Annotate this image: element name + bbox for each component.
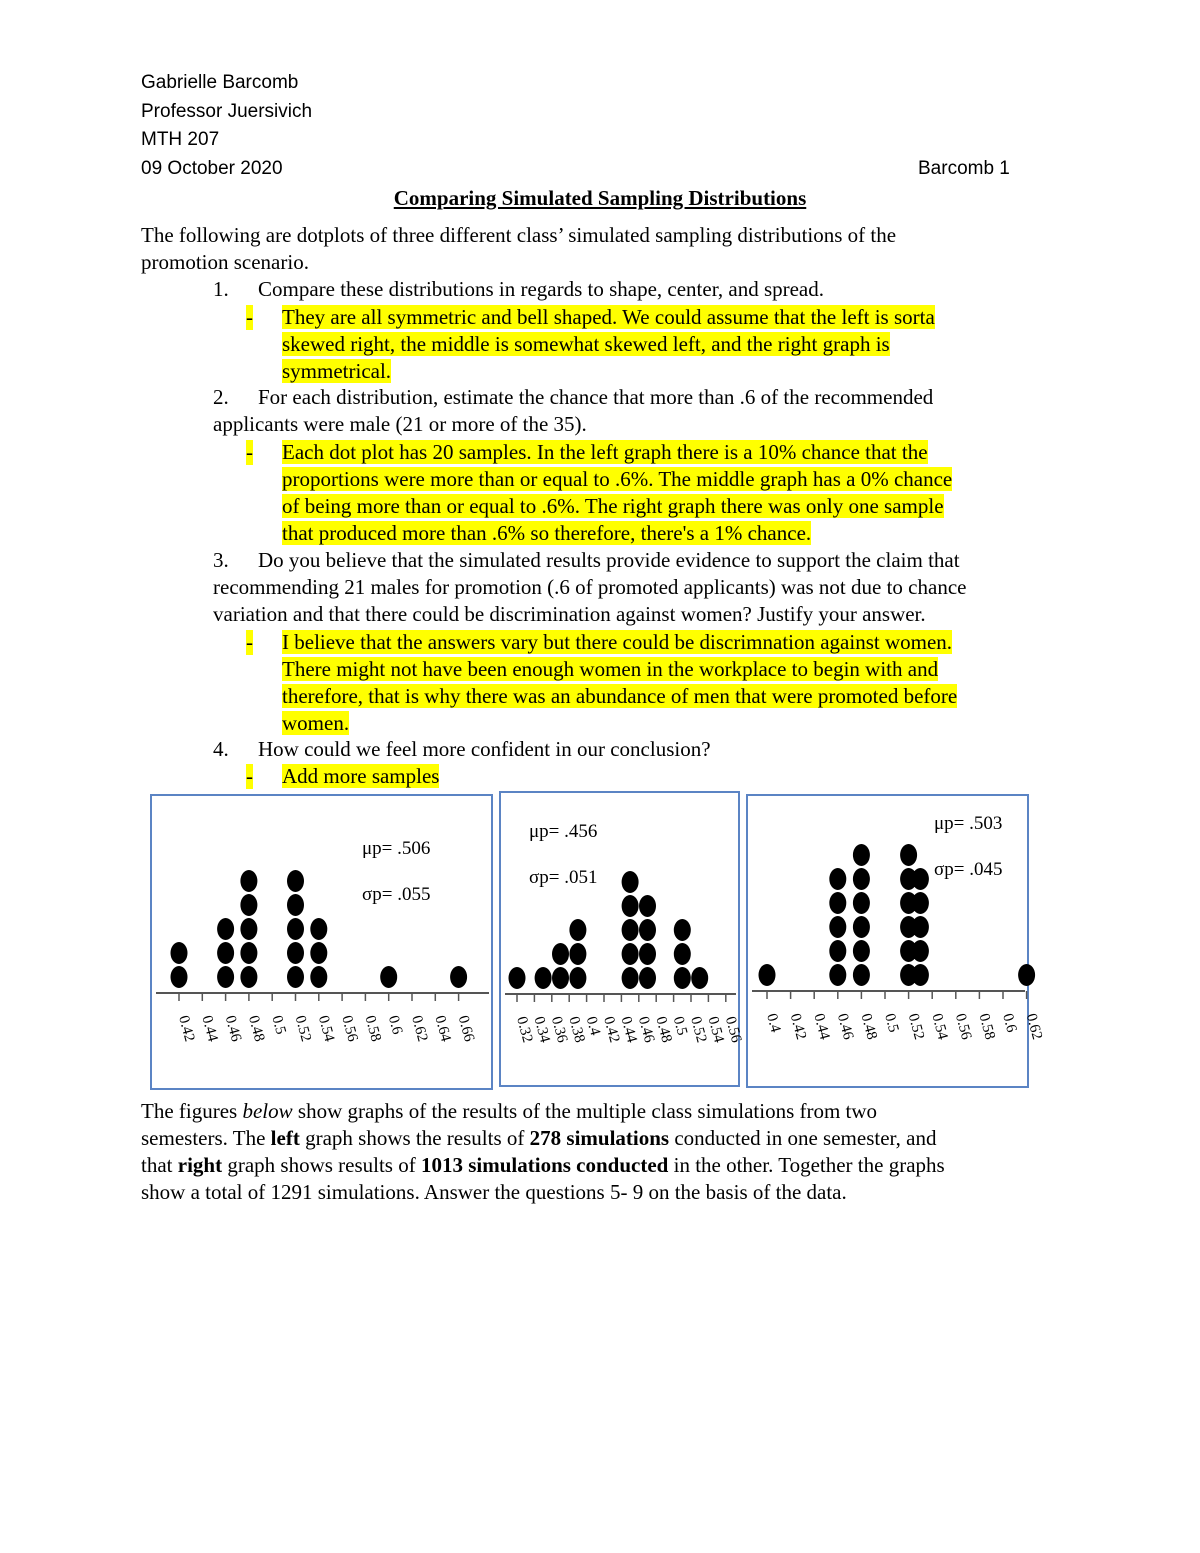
- answer-line: symmetrical.: [282, 359, 392, 383]
- data-point: [912, 940, 929, 962]
- answer-1: [282, 359, 391, 384]
- page-header-label: Barcomb 1: [918, 158, 1010, 179]
- answer-2: [282, 467, 952, 492]
- question-number: 1.: [213, 277, 229, 301]
- answer-2: [282, 440, 928, 465]
- x-tick-label: 0.38: [565, 1014, 588, 1045]
- question-3: variation and that there could be discrimination against women? Justify your answer.: [213, 602, 926, 626]
- data-point: [217, 942, 234, 964]
- x-tick-label: 0.62: [1022, 1011, 1045, 1042]
- x-tick-label: 0.52: [687, 1014, 710, 1045]
- data-point: [622, 871, 639, 893]
- data-point: [622, 967, 639, 989]
- data-point: [853, 964, 870, 986]
- data-point: [509, 967, 526, 989]
- question-2: applicants were male (21 or more of the 35).: [213, 412, 587, 436]
- answer-4: [282, 764, 439, 789]
- answer-1: [282, 305, 935, 330]
- data-point: [240, 942, 257, 964]
- x-tick-label: 0.48: [652, 1014, 675, 1045]
- student-name: Gabrielle Barcomb: [141, 72, 299, 93]
- data-point: [853, 940, 870, 962]
- data-point: [310, 966, 327, 988]
- x-tick-label: 0.56: [338, 1013, 361, 1044]
- data-point: [240, 918, 257, 940]
- data-point: [622, 895, 639, 917]
- data-point: [829, 940, 846, 962]
- data-point: [674, 967, 691, 989]
- dotplot-svg: [152, 796, 491, 1088]
- mean-label: μp= .506: [362, 838, 431, 859]
- answer-line: Add more samples: [282, 764, 440, 788]
- data-point: [569, 943, 586, 965]
- question-number: 3.: [213, 548, 229, 572]
- x-tick-label: 0.64: [431, 1013, 454, 1044]
- x-tick-label: 0.58: [361, 1013, 384, 1044]
- x-tick-label: 0.66: [454, 1013, 477, 1044]
- data-point: [287, 894, 304, 916]
- data-point: [829, 916, 846, 938]
- sd-label: σp= .055: [362, 884, 431, 905]
- x-tick-label: 0.44: [810, 1011, 833, 1042]
- data-point: [912, 892, 929, 914]
- dotplot-svg: [748, 796, 1045, 1086]
- data-point: [569, 967, 586, 989]
- data-point: [622, 943, 639, 965]
- data-point: [552, 967, 569, 989]
- x-tick-label: 0.42: [600, 1014, 623, 1045]
- answer-3: [282, 630, 952, 655]
- x-tick-label: 0.56: [721, 1014, 745, 1045]
- answer-line: that produced more than .6% so therefore, there's a 1% chance.: [282, 521, 812, 545]
- question-number: 4.: [213, 737, 229, 761]
- data-point: [552, 943, 569, 965]
- x-tick-label: 0.6: [384, 1013, 406, 1037]
- closing-line: show a total of 1291 simulations. Answer the questions 5- 9 on the basis of the data.: [141, 1180, 847, 1204]
- x-tick-label: 0.44: [198, 1013, 221, 1044]
- question-4: How could we feel more confident in our conclusion?: [258, 737, 711, 761]
- data-point: [829, 964, 846, 986]
- answer-line: therefore, that is why there was an abundance of men that were promoted before: [282, 684, 958, 708]
- answer-3: [282, 684, 957, 709]
- x-tick-label: 0.34: [530, 1014, 553, 1045]
- closing-line: that right graph shows results of 1013 simulations conducted in the other. Together the graphs: [141, 1153, 945, 1177]
- data-point: [217, 966, 234, 988]
- answer-2: [282, 494, 944, 519]
- data-point: [622, 919, 639, 941]
- answer-line: women.: [282, 711, 350, 735]
- data-point: [240, 966, 257, 988]
- answer-line: I believe that the answers vary but there could be discrimnation against women.: [282, 630, 953, 654]
- data-point: [639, 919, 656, 941]
- answer-1: [282, 332, 890, 357]
- x-tick-label: 0.42: [175, 1013, 198, 1044]
- data-point: [450, 966, 467, 988]
- x-tick-label: 0.54: [928, 1011, 951, 1042]
- answer-bullet: -: [246, 764, 253, 788]
- data-point: [287, 942, 304, 964]
- answer-bullet: -: [246, 305, 253, 329]
- dotplot-middle: [499, 791, 745, 1087]
- question-3: recommending 21 males for promotion (.6 of promoted applicants) was not due to chance: [213, 575, 967, 599]
- data-point: [639, 943, 656, 965]
- x-tick-label: 0.48: [857, 1011, 880, 1042]
- data-point: [639, 895, 656, 917]
- data-point: [287, 918, 304, 940]
- x-tick-label: 0.54: [704, 1014, 727, 1045]
- x-tick-label: 0.48: [245, 1013, 268, 1044]
- answer-3: [282, 657, 938, 682]
- data-point: [240, 894, 257, 916]
- data-point: [853, 844, 870, 866]
- data-point: [287, 870, 304, 892]
- dotplot-left: [150, 794, 493, 1090]
- sd-label: σp= .045: [934, 859, 1003, 880]
- document-title: Comparing Simulated Sampling Distributions: [393, 186, 807, 210]
- data-point: [912, 868, 929, 890]
- data-point: [240, 870, 257, 892]
- x-tick-label: 0.52: [291, 1013, 314, 1044]
- data-point: [691, 967, 708, 989]
- data-point: [759, 964, 776, 986]
- answer-line: Each dot plot has 20 samples. In the left graph there is a 10% chance that the: [282, 440, 928, 464]
- data-point: [829, 892, 846, 914]
- data-point: [829, 868, 846, 890]
- data-point: [853, 892, 870, 914]
- x-tick-label: 0.42: [786, 1011, 809, 1042]
- x-tick-label: 0.5: [268, 1013, 289, 1037]
- data-point: [853, 916, 870, 938]
- x-tick-label: 0.46: [634, 1014, 658, 1045]
- answer-bullet: -: [246, 630, 253, 654]
- closing-line: semesters. The left graph shows the results of 278 simulations conducted in one semester, and: [141, 1126, 937, 1150]
- answer-line: proportions were more than or equal to .6%. The middle graph has a 0% chance: [282, 467, 953, 491]
- dotplot-right: [746, 794, 1045, 1088]
- data-point: [171, 942, 188, 964]
- course-code: MTH 207: [141, 129, 220, 150]
- data-point: [639, 967, 656, 989]
- data-point: [900, 844, 917, 866]
- x-tick-label: 0.5: [881, 1011, 902, 1035]
- data-point: [310, 942, 327, 964]
- x-tick-label: 0.62: [408, 1013, 431, 1044]
- x-tick-label: 0.4: [582, 1014, 604, 1038]
- answer-line: There might not have been enough women in the workplace to begin with and: [282, 657, 939, 681]
- question-3: Do you believe that the simulated results provide evidence to support the claim that: [258, 548, 960, 572]
- data-point: [674, 943, 691, 965]
- question-number: 2.: [213, 385, 229, 409]
- professor-name: Professor Juersivich: [141, 101, 313, 122]
- x-tick-label: 0.54: [314, 1013, 338, 1044]
- data-point: [912, 964, 929, 986]
- answer-line: skewed right, the middle is somewhat skewed left, and the right graph is: [282, 332, 890, 356]
- data-point: [171, 966, 188, 988]
- question-2: For each distribution, estimate the chance that more than .6 of the recommended: [258, 385, 934, 409]
- data-point: [674, 919, 691, 941]
- x-tick-label: 0.36: [547, 1014, 571, 1045]
- data-point: [380, 966, 397, 988]
- sd-label: σp= .051: [529, 867, 598, 888]
- data-point: [310, 918, 327, 940]
- data-point: [912, 916, 929, 938]
- data-point: [217, 918, 234, 940]
- data-point: [287, 966, 304, 988]
- date: 09 October 2020: [141, 158, 283, 179]
- x-tick-label: 0.58: [975, 1011, 998, 1042]
- x-tick-label: 0.44: [617, 1014, 640, 1045]
- data-point: [569, 919, 586, 941]
- x-tick-label: 0.5: [669, 1014, 691, 1038]
- mean-label: μp= .456: [529, 821, 598, 842]
- x-tick-label: 0.46: [221, 1013, 244, 1044]
- answer-bullet: -: [246, 440, 253, 464]
- x-tick-label: 0.52: [904, 1011, 927, 1042]
- x-tick-label: 0.56: [951, 1011, 975, 1042]
- answer-line: They are all symmetric and bell shaped. We could assume that the left is sorta: [282, 305, 935, 329]
- data-point: [535, 967, 552, 989]
- closing-line: The figures below show graphs of the results of the multiple class simulations from two: [141, 1099, 878, 1123]
- x-tick-label: 0.32: [513, 1014, 536, 1045]
- answer-2: [282, 521, 811, 546]
- intro-line: promotion scenario.: [141, 250, 309, 274]
- answer-3: [282, 711, 349, 736]
- mean-label: μp= .503: [934, 813, 1003, 834]
- x-tick-label: 0.6: [999, 1011, 1020, 1035]
- x-tick-label: 0.4: [763, 1011, 784, 1035]
- question-1: Compare these distributions in regards to shape, center, and spread.: [258, 277, 824, 301]
- dotplot-svg: [501, 793, 745, 1085]
- data-point: [1018, 964, 1035, 986]
- x-tick-label: 0.46: [833, 1011, 857, 1042]
- data-point: [853, 868, 870, 890]
- intro-line: The following are dotplots of three different class’ simulated sampling distributions of the: [141, 223, 897, 247]
- answer-line: of being more than or equal to .6%. The right graph there was only one sample: [282, 494, 944, 518]
